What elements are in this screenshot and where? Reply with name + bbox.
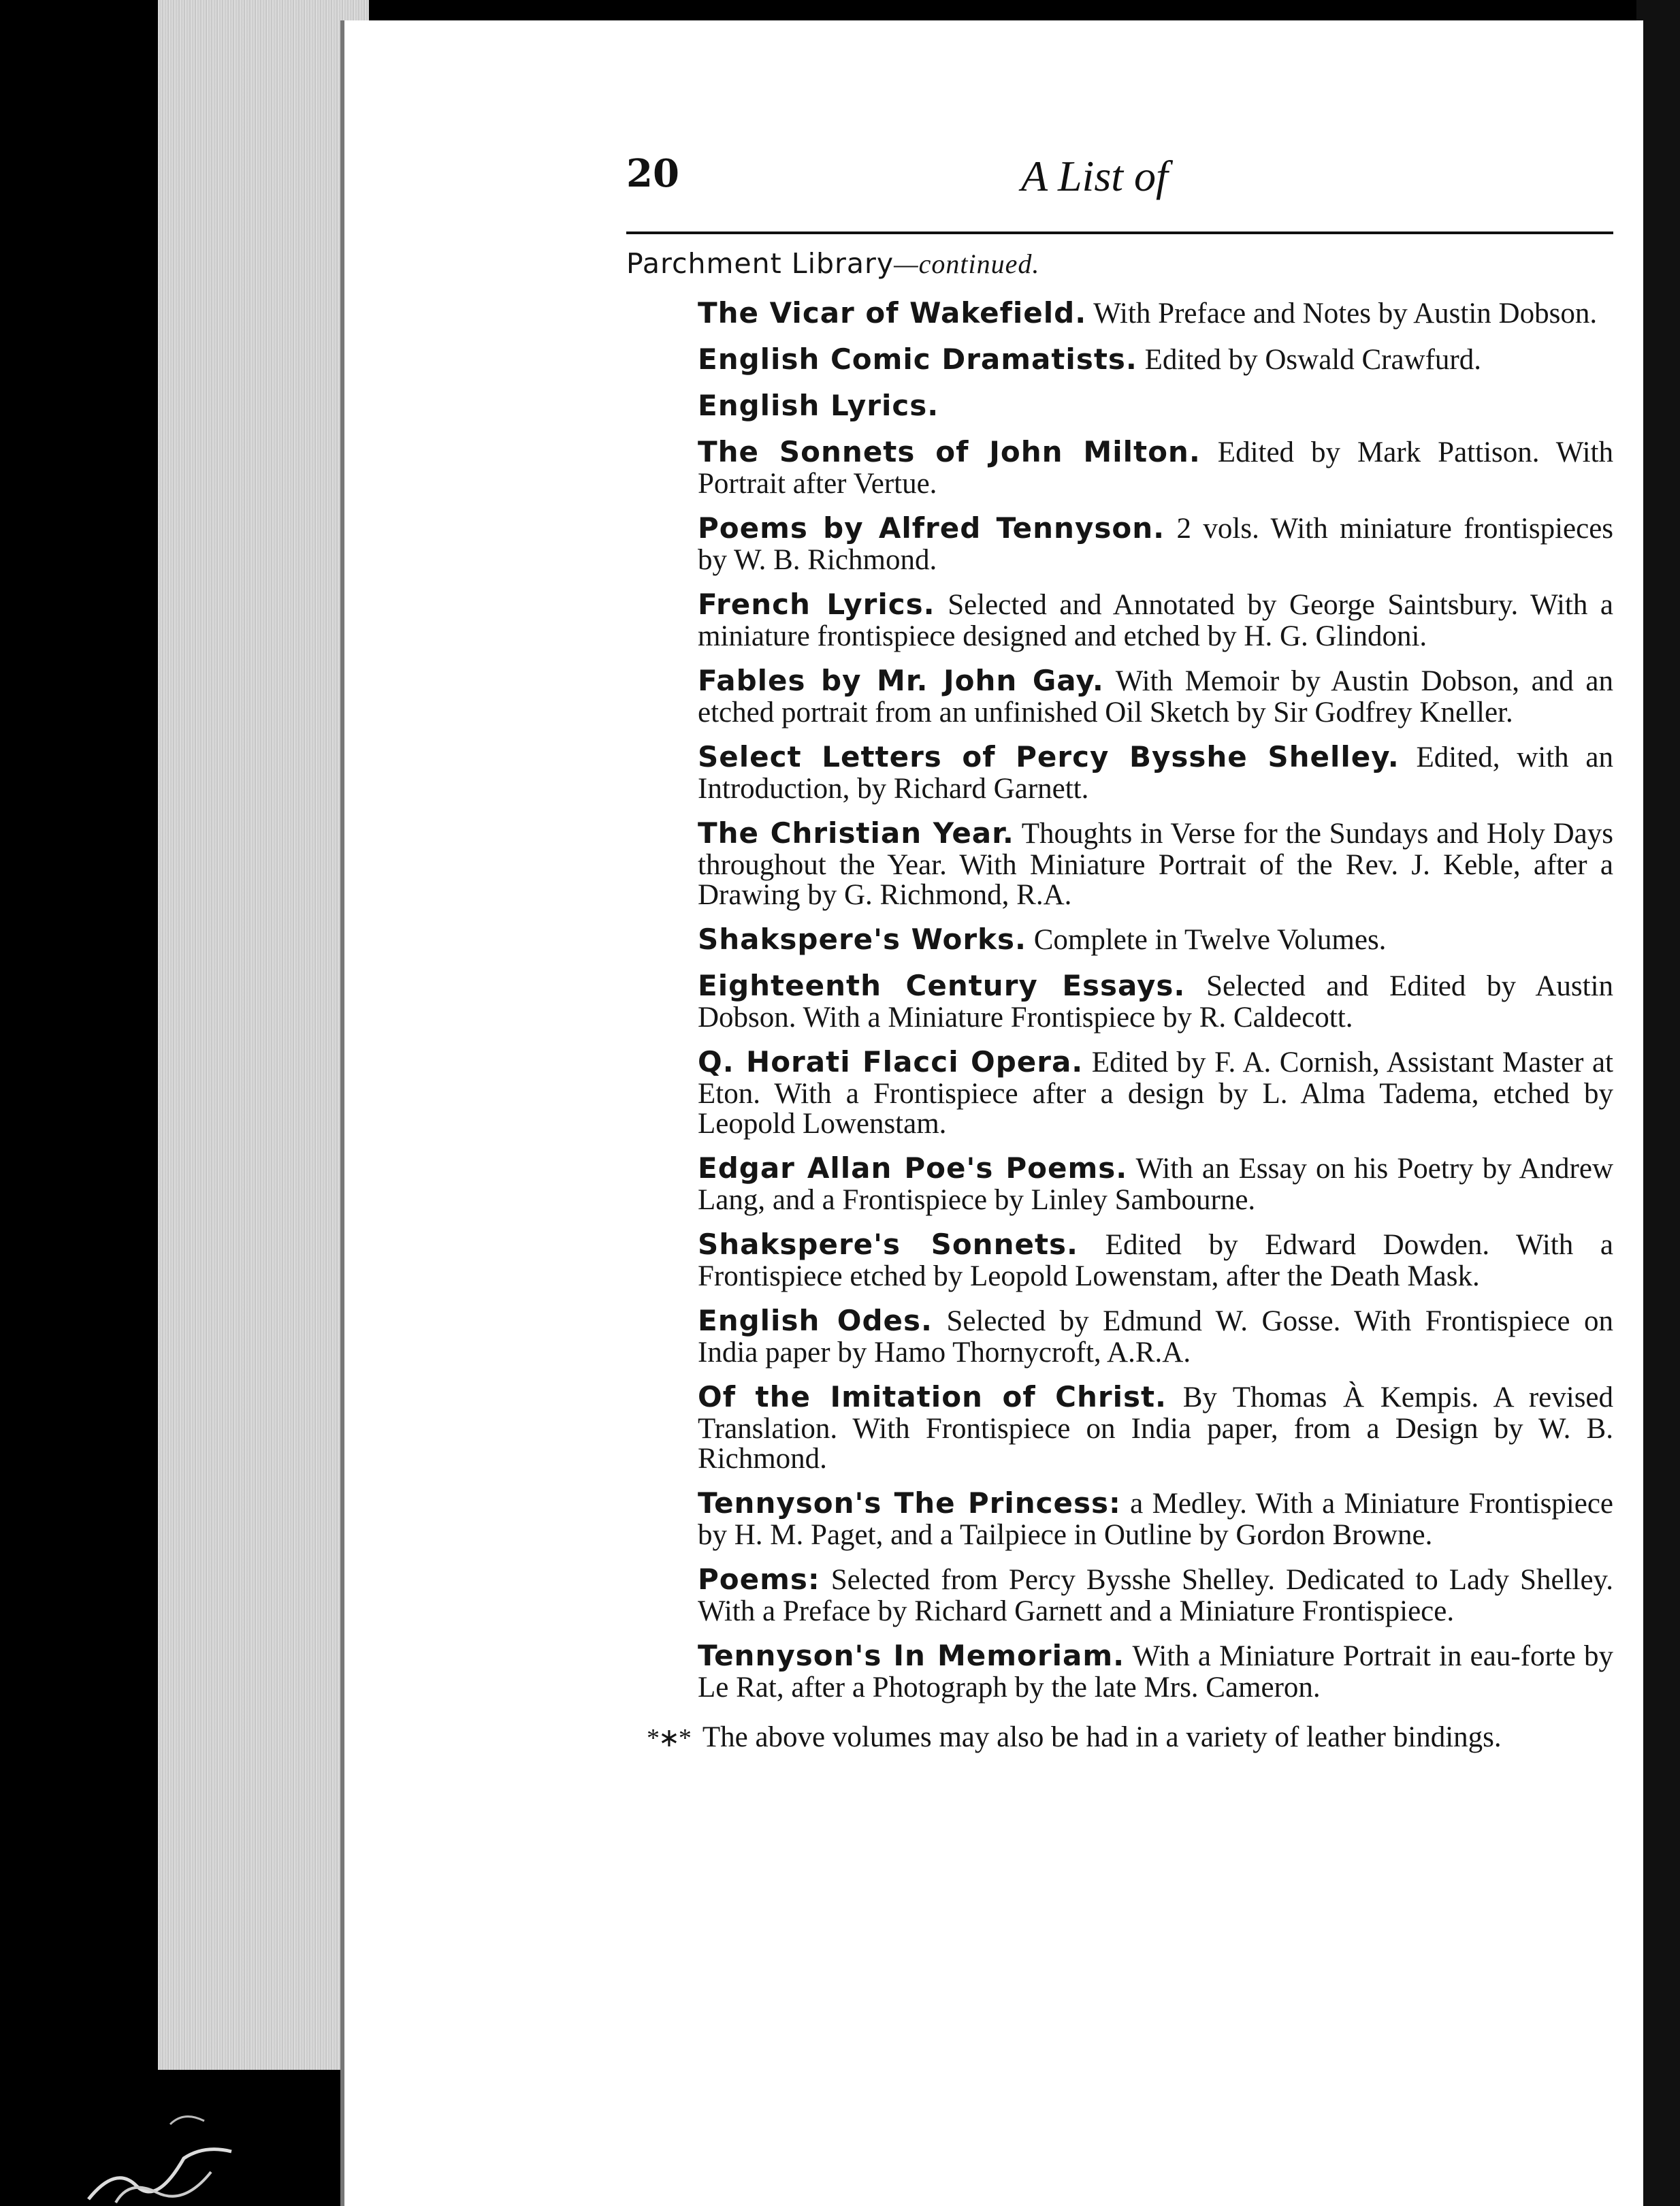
footnote-text: The above volumes may also be had in a variety of leather bindings. — [702, 1721, 1502, 1753]
entry-description: Thoughts in Verse for the Sundays and Holy Days throughout the Year. With Miniature Portrait of the Rev. J. Keble, after a Drawing by G. Richmond, R.A. — [698, 818, 1613, 911]
entry-title: Tennyson's The Princess: — [698, 1486, 1121, 1520]
catalogue-entry — [698, 1639, 1613, 1703]
section-continued: —continued. — [894, 249, 1040, 279]
entry-description: 2 vols. With miniature frontispieces by W. B. Richmond. — [698, 513, 1614, 576]
entry-description: Selected from Percy Bysshe Shelley. Dedicated to Lady Shelley. With a Preface by Richard Garnett and a Miniature Frontispiece. — [698, 1564, 1613, 1627]
section-heading — [626, 244, 1613, 284]
catalogue-entry — [698, 1045, 1613, 1139]
entry-title: Shakspere's Sonnets. — [698, 1228, 1078, 1261]
loose-thread-illustration — [75, 2083, 279, 2206]
catalogue-entry — [698, 1563, 1613, 1627]
entry-title: Edgar Allan Poe's Poems. — [698, 1151, 1128, 1185]
entry-description: Edited by Oswald Crawfurd. — [1144, 344, 1482, 376]
entry-description: Edited by Edward Dowden. With a Frontispiece etched by Leopold Lowenstam, after the Death Mask. — [698, 1229, 1613, 1292]
entry-description: a Medley. With a Miniature Frontispiece by H. M. Paget, and a Tailpiece in Outline by Gordon Browne. — [698, 1488, 1614, 1551]
entry-description: Selected and Edited by Austin Dobson. With a Miniature Frontispiece by R. Caldecott. — [698, 970, 1614, 1034]
catalogue-content — [626, 244, 1613, 1755]
entry-title: Select Letters of Percy Bysshe Shelley. — [698, 740, 1400, 773]
catalogue-entry — [698, 588, 1613, 652]
section-title: Parchment Library — [626, 247, 894, 280]
entry-title: The Sonnets of John Milton. — [698, 435, 1201, 468]
page-number: 20 — [626, 151, 679, 196]
catalogue-entry — [698, 816, 1613, 910]
entry-description: Selected by Edmund W. Gosse. With Frontispiece on India paper by Hamo Thornycroft, A.R.A. — [698, 1305, 1613, 1369]
catalogue-entry — [698, 296, 1613, 330]
catalogue-entry — [698, 1486, 1613, 1550]
entry-title: Of the Imitation of Christ. — [698, 1380, 1167, 1413]
entry-description: Edited by F. A. Cornish, Assistant Master at Eton. With a Frontispiece after a design by L. Alma Tadema, etched by Leopold Lowenstam. — [698, 1046, 1614, 1140]
catalogue-entry — [698, 1151, 1613, 1215]
entry-title: Tennyson's In Memoriam. — [698, 1639, 1125, 1672]
entry-description: Edited by Mark Pattison. With Portrait after Vertue. — [698, 436, 1613, 500]
entry-description: With a Miniature Portrait in eau-forte by Le Rat, after a Photograph by the late Mrs. Cameron. — [698, 1640, 1613, 1704]
entries-list — [626, 296, 1613, 1703]
catalogue-entry — [698, 1380, 1613, 1474]
entry-title: Eighteenth Century Essays. — [698, 969, 1186, 1002]
book-fore-edge — [158, 0, 369, 2070]
catalogue-entry — [698, 740, 1613, 804]
entry-description: Complete in Twelve Volumes. — [1033, 924, 1387, 956]
catalogue-entry — [698, 664, 1613, 728]
entry-description: By Thomas À Kempis. A revised Translation. With Frontispiece on India paper, from a Design by W. B. Richmond. — [698, 1381, 1614, 1475]
catalogue-entry — [698, 342, 1613, 377]
catalogue-entry — [698, 1304, 1613, 1368]
entry-description: With Preface and Notes by Austin Dobson. — [1093, 298, 1598, 330]
footnote — [647, 1721, 1613, 1755]
entry-title: English Comic Dramatists. — [698, 342, 1137, 376]
entry-title: Poems: — [698, 1563, 820, 1596]
entry-title: French Lyrics. — [698, 588, 935, 621]
entry-description: With Memoir by Austin Dobson, and an etched portrait from an unfinished Oil Sketch by Sir Godfrey Kneller. — [698, 665, 1613, 729]
catalogue-entry — [698, 435, 1613, 499]
entry-description: Edited, with an Introduction, by Richard Garnett. — [698, 741, 1613, 805]
entry-title: The Christian Year. — [698, 816, 1014, 850]
catalogue-entry — [698, 389, 1613, 423]
entry-title: Shakspere's Works. — [698, 923, 1027, 956]
catalogue-entry — [698, 923, 1613, 957]
entry-description: With an Essay on his Poetry by Andrew Lang, and a Frontispiece by Linley Sambourne. — [698, 1153, 1613, 1216]
catalogue-entry — [698, 1228, 1613, 1292]
header-rule — [626, 231, 1613, 234]
catalogue-entry — [698, 969, 1613, 1033]
entry-title: The Vicar of Wakefield. — [698, 296, 1087, 330]
entry-title: Fables by Mr. John Gay. — [698, 664, 1104, 697]
entry-description: Selected and Annotated by George Saintsbury. With a miniature frontispiece designed and etched by H. G. Glindoni. — [698, 589, 1614, 652]
catalogue-entry — [698, 511, 1613, 575]
entry-title: Poems by Alfred Tennyson. — [698, 511, 1165, 545]
entry-title: English Lyrics. — [698, 389, 939, 422]
entry-title: English Odes. — [698, 1304, 933, 1337]
footnote-marker: *∗* — [647, 1724, 690, 1753]
entry-title: Q. Horati Flacci Opera. — [698, 1045, 1084, 1078]
running-title: A List of — [1021, 152, 1168, 200]
